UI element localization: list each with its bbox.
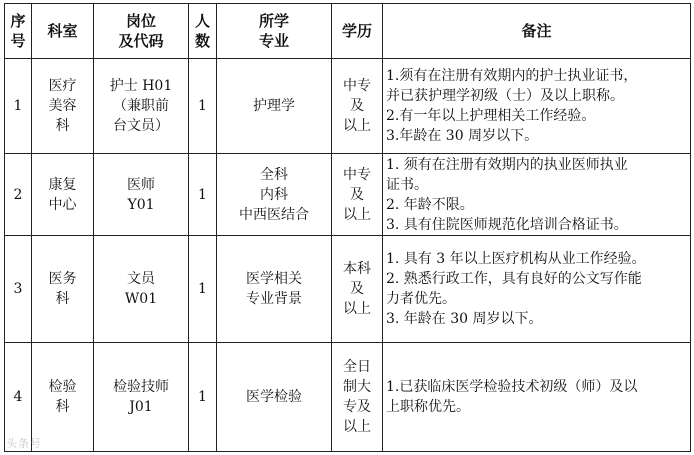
table-row bbox=[5, 59, 691, 154]
note-line: 1.须有在注册有效期内的护士执业证书， bbox=[386, 68, 638, 84]
row-notes bbox=[383, 236, 691, 343]
table-row bbox=[5, 343, 691, 452]
row-major: 医学检验 bbox=[217, 343, 332, 452]
note-line: 2. 熟悉行政工作，具有良好的公文写作能 bbox=[386, 271, 642, 287]
row-seq: 1 bbox=[5, 59, 32, 154]
row-dept: 康复 中心 bbox=[32, 154, 94, 236]
row-notes bbox=[383, 154, 691, 236]
header-seq: 序 号 bbox=[5, 4, 32, 59]
table-row bbox=[5, 236, 691, 343]
row-position: 检验技师 J01 bbox=[94, 343, 189, 452]
table-row bbox=[5, 154, 691, 236]
recruitment-table bbox=[4, 3, 691, 452]
note-line: 3. 年龄在 30 周岁以下。 bbox=[386, 311, 543, 327]
header-major: 所学 专业 bbox=[217, 4, 332, 59]
row-count: 1 bbox=[189, 59, 217, 154]
row-count: 1 bbox=[189, 236, 217, 343]
row-education: 中专 及 以上 bbox=[332, 154, 383, 236]
row-major: 全科 内科 中西医结合 bbox=[217, 154, 332, 236]
row-notes bbox=[383, 59, 691, 154]
row-seq: 3 bbox=[5, 236, 32, 343]
row-seq: 2 bbox=[5, 154, 32, 236]
note-line: 2. 年龄不限。 bbox=[386, 196, 474, 213]
header-notes: 备注 bbox=[383, 4, 691, 59]
header-education: 学历 bbox=[332, 4, 383, 59]
header-position: 岗位 及代码 bbox=[94, 4, 189, 59]
header-row bbox=[5, 4, 691, 59]
note-line: 并已获护理学初级（士）及以上职称。 bbox=[386, 88, 624, 104]
note-line: 证书。 bbox=[386, 176, 428, 193]
note-line: 3. 具有住院医师规范化培训合格证书。 bbox=[386, 216, 628, 233]
note-line: 3.年龄在 30 周岁以下。 bbox=[386, 128, 539, 144]
note-line: 2.有一年以上护理相关工作经验。 bbox=[386, 108, 596, 124]
row-position: 文员 W01 bbox=[94, 236, 189, 343]
note-line: 1.已获临床医学检验技术初级（师）及以 bbox=[386, 379, 638, 395]
header-dept: 科室 bbox=[32, 4, 94, 59]
note-line: 力者优先。 bbox=[386, 291, 456, 307]
note-line: 1. 具有 3 年以上医疗机构从业工作经验。 bbox=[386, 251, 646, 267]
row-position: 护士 H01 （兼职前 台文员） bbox=[94, 59, 189, 154]
row-education: 本科 及 以上 bbox=[332, 236, 383, 343]
row-education: 中专 及 以上 bbox=[332, 59, 383, 154]
row-dept: 医务 科 bbox=[32, 236, 94, 343]
row-dept: 检验 科 bbox=[32, 343, 94, 452]
row-notes bbox=[383, 343, 691, 452]
note-line: 1. 须有在注册有效期内的执业医师执业 bbox=[386, 156, 628, 173]
row-major: 护理学 bbox=[217, 59, 332, 154]
row-seq: 4 bbox=[5, 343, 32, 452]
row-education: 全日 制大 专及 以上 bbox=[332, 343, 383, 452]
row-position: 医师 Y01 bbox=[94, 154, 189, 236]
row-count: 1 bbox=[189, 343, 217, 452]
watermark: 头条号 bbox=[6, 437, 42, 450]
row-dept: 医疗 美容 科 bbox=[32, 59, 94, 154]
row-major: 医学相关 专业背景 bbox=[217, 236, 332, 343]
note-line: 上职称优先。 bbox=[386, 399, 470, 415]
header-count: 人 数 bbox=[189, 4, 217, 59]
row-count: 1 bbox=[189, 154, 217, 236]
